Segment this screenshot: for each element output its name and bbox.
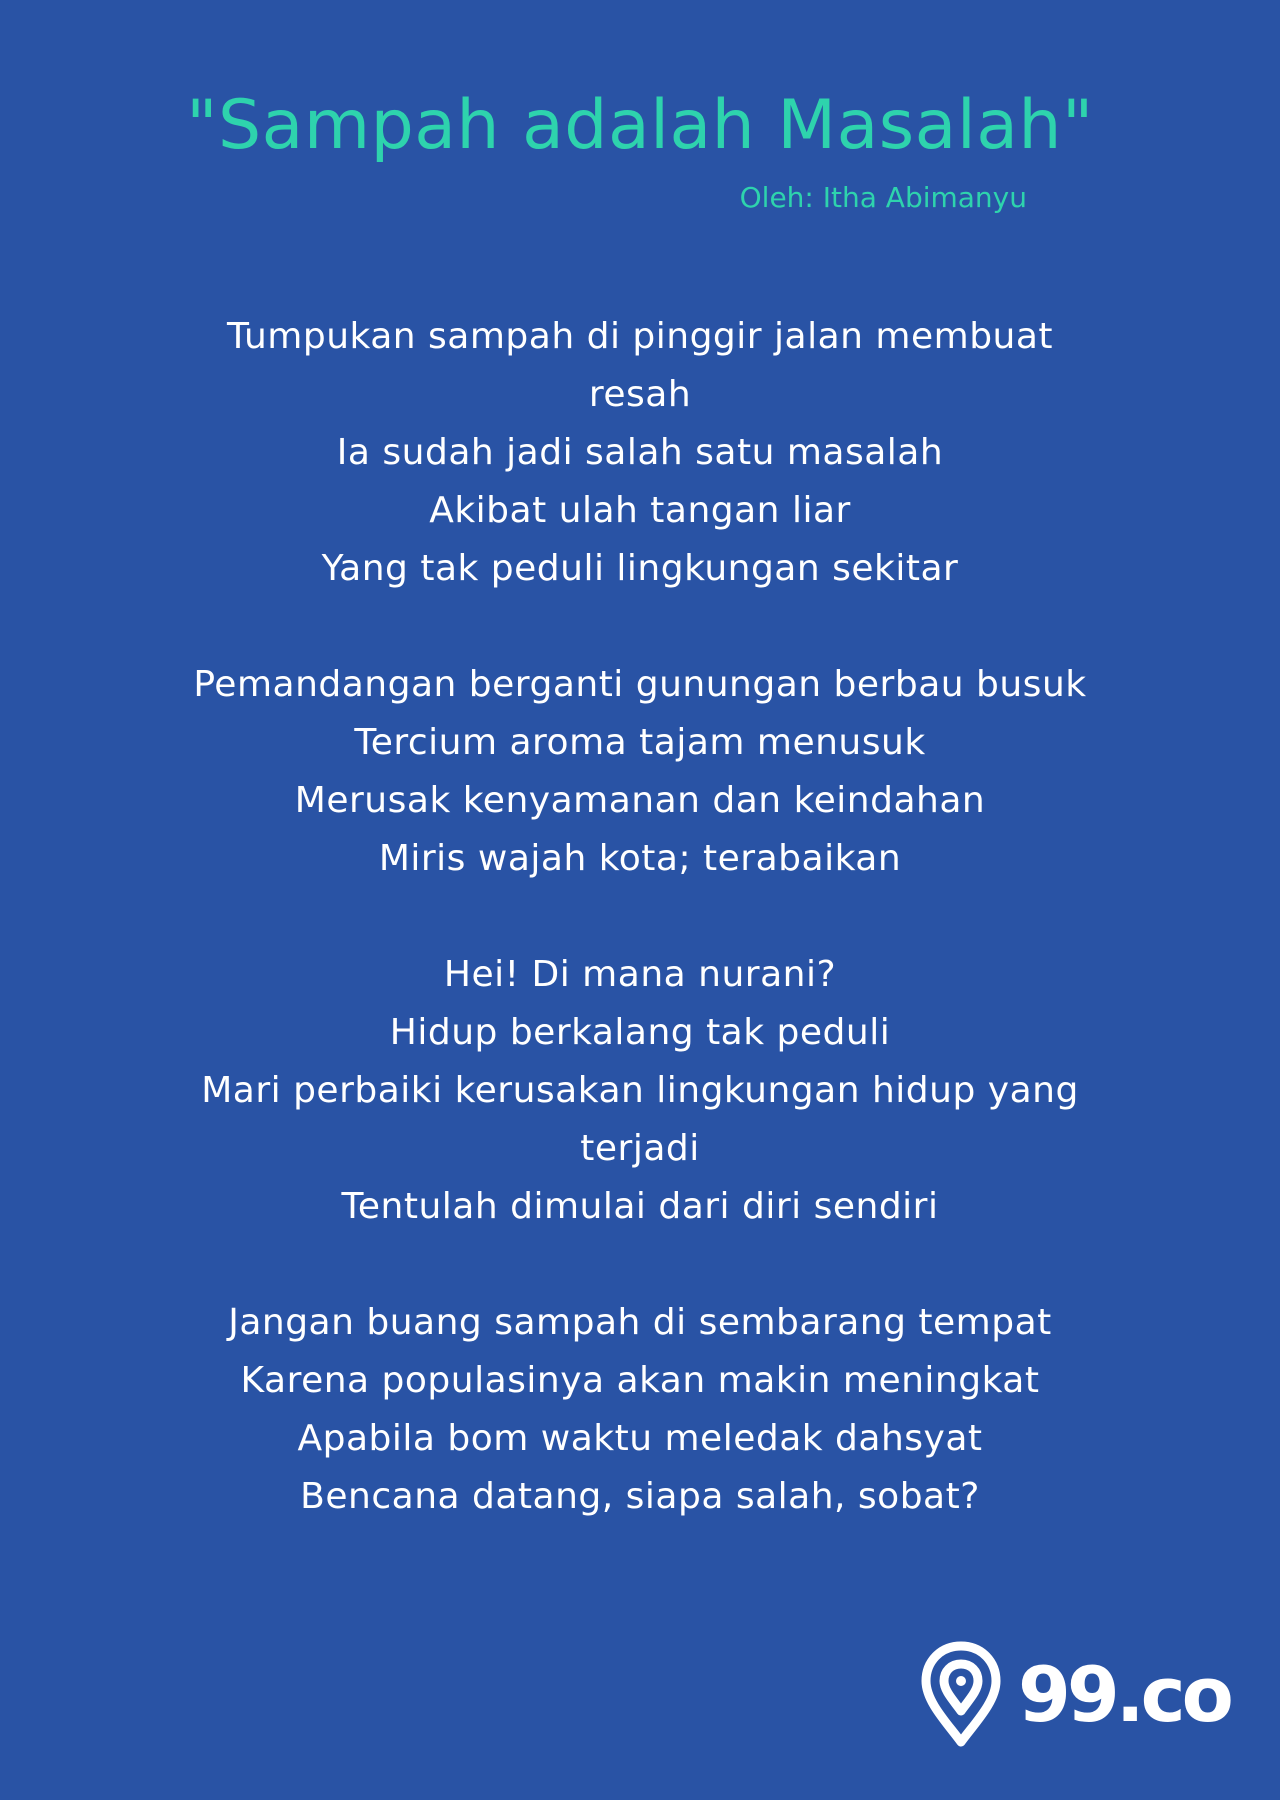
poem-line: Jangan buang sampah di sembarang tempat	[228, 1302, 1052, 1343]
poem-line: Bencana datang, siapa salah, sobat?	[300, 1476, 980, 1517]
stanza-2	[130, 656, 1150, 888]
stanza-1	[130, 308, 1150, 598]
stanza-4	[130, 1294, 1150, 1526]
poem-line: Hei! Di mana nurani?	[443, 954, 837, 995]
poem-line: Ia sudah jadi salah satu masalah	[336, 432, 944, 473]
poem-line: Merusak kenyamanan dan keindahan	[294, 780, 986, 821]
poem-line: Miris wajah kota; terabaikan	[378, 838, 902, 879]
map-pin-icon	[918, 1640, 1004, 1750]
poem-line: Tentulah dimulai dari diri sendiri	[341, 1186, 939, 1227]
stanza-3	[130, 946, 1150, 1236]
brand-logo	[918, 1640, 1230, 1750]
poem-line: Hidup berkalang tak peduli	[389, 1012, 891, 1053]
poem-author: Oleh: Itha Abimanyu	[739, 181, 1027, 214]
poem-body	[130, 308, 1150, 1526]
poem-line: terjadi	[580, 1128, 700, 1169]
poem-line: Pemandangan berganti gunungan berbau busuk	[193, 664, 1087, 705]
poem-line: Karena populasinya akan makin meningkat	[240, 1360, 1040, 1401]
poem-line: Tumpukan sampah di pinggir jalan membuat	[226, 316, 1054, 357]
logo-wordmark: 99.co	[1018, 1650, 1230, 1739]
poem-line: Mari perbaiki kerusakan lingkungan hidup yang	[201, 1070, 1079, 1111]
poem-title: "Sampah adalah Masalah"	[186, 86, 1094, 165]
poem-line: Yang tak peduli lingkungan sekitar	[321, 548, 959, 589]
poem-line: Apabila bom waktu meledak dahsyat	[297, 1418, 983, 1459]
poem-line: Akibat ulah tangan liar	[429, 490, 851, 531]
poem-line: resah	[588, 374, 692, 415]
poem-line: Tercium aroma tajam menusuk	[354, 722, 926, 763]
